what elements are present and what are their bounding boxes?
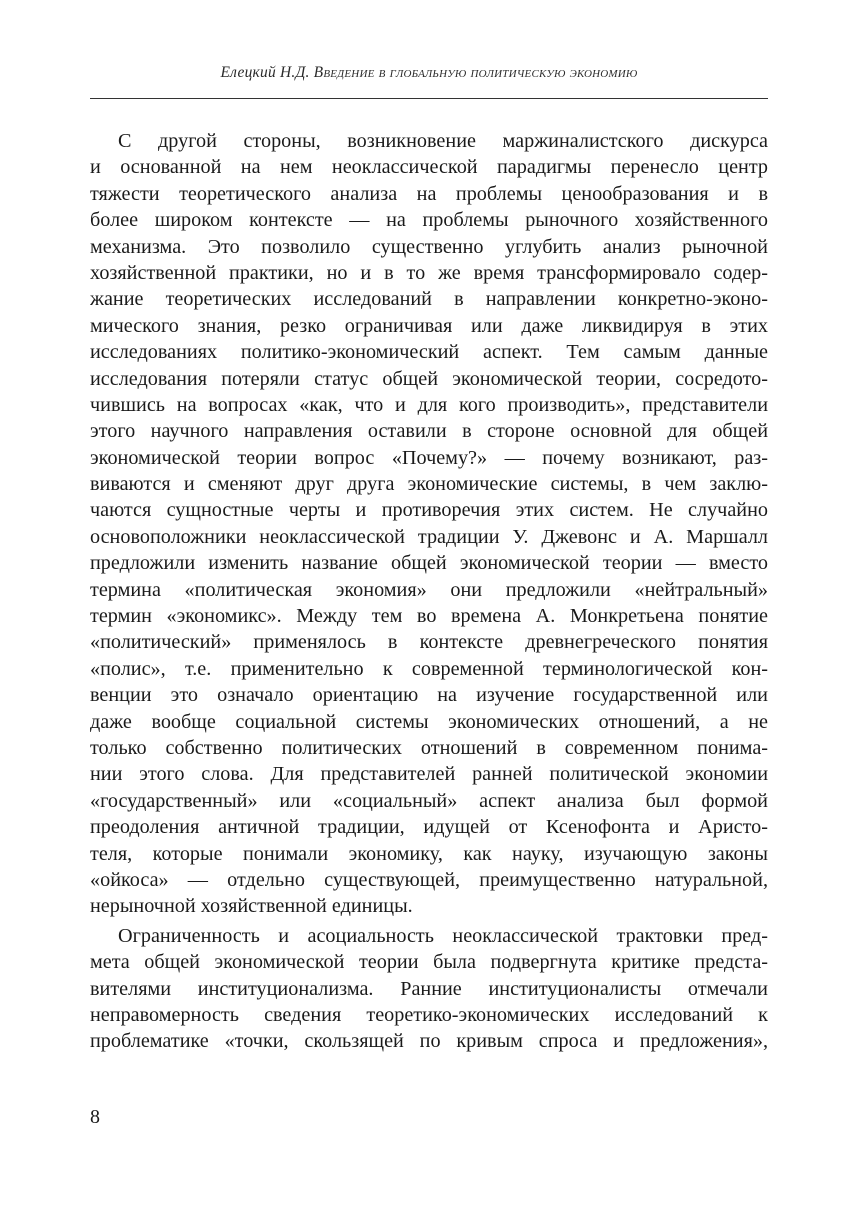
text-line: венции это означало ориентацию на изучение государственной или [90,684,768,707]
header-author: Елецкий Н.Д. [220,64,310,81]
text-line: только собственно политических отношений в современном понима- [90,736,768,759]
text-line: С другой стороны, возникновение маржиналистского дискурса [118,130,768,152]
text-line: этого научного направления оставили в стороне основной для общей [90,420,768,443]
text-line: виваются и сменяют друг друга экономические системы, в чем заклю- [90,473,768,496]
text-line: «государственный» или «социальный» аспект анализа был формой [90,789,768,812]
running-header [90,64,768,82]
paragraph-1 [90,128,768,920]
text-line: хозяйственной практики, но и в то же время трансформировало содер- [90,261,768,284]
text-line: теля, которые понимали экономику, как науку, изучающую законы [90,842,768,865]
body-text [90,128,768,1055]
paragraph-2 [90,923,768,1055]
text-line: жание теоретических исследований в направлении конкретно-эконо- [90,288,768,311]
text-line: термина «политическая экономия» они предложили «нейтральный» [90,578,768,601]
text-line: чаются сущностные черты и противоречия этих систем. Не случайно [90,499,768,522]
text-line: нии этого слова. Для представителей ранней политической экономии [90,763,768,786]
text-line: проблематике «точки, скользящей по кривым спроса и предложения», [90,1030,768,1053]
header-divider [90,98,768,99]
text-line: и основанной на нем неоклассической парадигмы перенесло центр [90,156,768,179]
text-line: исследованиях политико-экономический аспект. Тем самым данные [90,341,768,364]
text-line: механизма. Это позволило существенно углубить анализ рыночной [90,235,768,258]
text-line: экономической теории вопрос «Почему?» — почему возникают, раз- [90,446,768,469]
text-line: исследования потеряли статус общей экономической теории, сосредото- [90,367,768,390]
text-line: Ограниченность и асоциальность неоклассической трактовки пред- [118,924,768,947]
text-line: чившись на вопросах «как, что и для кого производить», представители [90,393,768,416]
text-line: вителями институционализма. Ранние институционалисты отмечали [90,977,768,1000]
text-line: термин «экономикс». Между тем во времена А. Монкретьена понятие [90,605,768,628]
text-line: «политический» применялось в контексте древнегреческого понятия [90,631,768,654]
page-number: 8 [90,1106,100,1128]
text-line: основоположники неоклассической традиции У. Джевонс и А. Маршалл [90,525,768,548]
text-line: предложили изменить название общей экономической теории — вместо [90,552,768,575]
text-line: «ойкоса» — отдельно существующей, преимущественно натуральной, [90,868,768,891]
text-line: даже вообще социальной системы экономических отношений, а не [90,710,768,733]
text-line: неправомерность сведения теоретико-экономических исследований к [90,1003,768,1026]
text-line: «полис», т.е. применительно к современной терминологической кон- [90,657,768,680]
text-line: мета общей экономической теории была подвергнута критике предста- [90,951,768,974]
text-line: преодоления античной традиции, идущей от Ксенофонта и Аристо- [90,816,768,839]
header-title: Введение в глобальную политическую экономию [313,64,638,81]
text-line: мического знания, резко ограничивая или даже ликвидируя в этих [90,314,768,337]
text-line: тяжести теоретического анализа на проблемы ценообразования и в [90,182,768,205]
text-line: нерыночной хозяйственной единицы. [90,895,413,918]
text-line: более широком контексте — на проблемы рыночного хозяйственного [90,209,768,232]
